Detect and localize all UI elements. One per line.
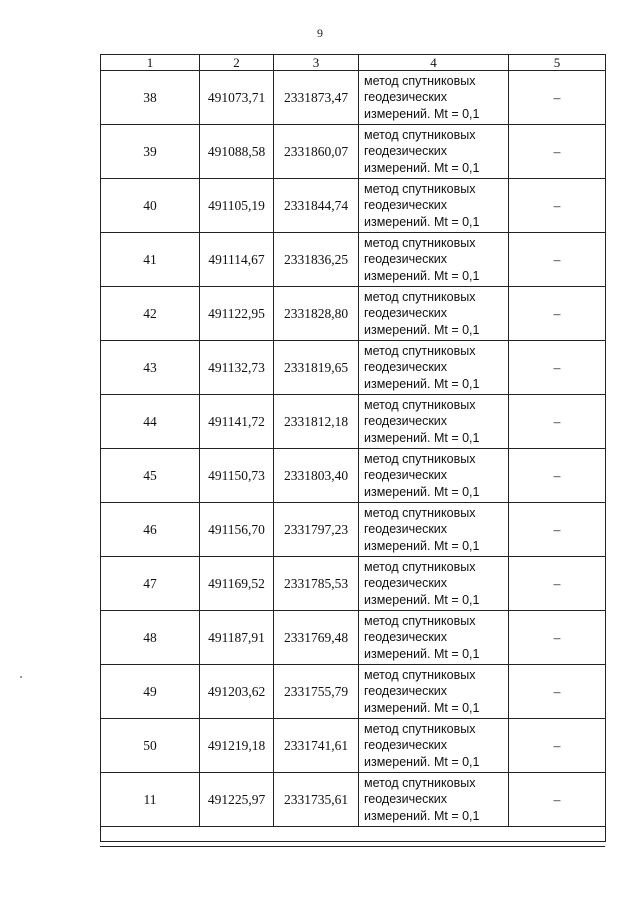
- method-text-line: геодезических: [364, 360, 448, 375]
- x-coordinate-cell: 491105,19: [200, 179, 274, 233]
- method-cell: [359, 395, 509, 449]
- page-number: 9: [317, 26, 323, 40]
- method-text-line: измерений. Mt = 0,1: [364, 538, 480, 553]
- note-cell: –: [509, 125, 606, 179]
- empty-cell: [101, 827, 200, 842]
- y-coordinate-cell: 2331797,23: [274, 503, 359, 557]
- method-cell: [359, 665, 509, 719]
- method-text-line: измерений. Mt = 0,1: [364, 754, 480, 769]
- method-text-line: геодезических: [364, 738, 448, 753]
- note-cell: –: [509, 341, 606, 395]
- method-text-line: измерений. Mt = 0,1: [364, 592, 480, 607]
- point-number-cell: 46: [101, 503, 200, 557]
- note-cell: –: [509, 71, 606, 125]
- y-coordinate-cell: 2331819,65: [274, 341, 359, 395]
- method-cell: [359, 71, 509, 125]
- y-coordinate-cell: 2331741,61: [274, 719, 359, 773]
- table-row: [101, 287, 606, 341]
- empty-row: [101, 827, 606, 842]
- point-number-cell: 40: [101, 179, 200, 233]
- y-coordinate-cell: 2331873,47: [274, 71, 359, 125]
- table-row: [101, 125, 606, 179]
- note-cell: –: [509, 719, 606, 773]
- point-number-cell: 41: [101, 233, 200, 287]
- point-number-cell: 43: [101, 341, 200, 395]
- method-text-line: измерений. Mt = 0,1: [364, 700, 480, 715]
- header-col-1: 1: [101, 55, 200, 71]
- method-text-line: метод спутниковых: [364, 505, 476, 520]
- table-row: [101, 341, 606, 395]
- method-text-line: метод спутниковых: [364, 559, 476, 574]
- method-cell: [359, 719, 509, 773]
- header-col-4: 4: [359, 55, 509, 71]
- method-cell: [359, 449, 509, 503]
- method-text-line: геодезических: [364, 684, 448, 699]
- y-coordinate-cell: 2331860,07: [274, 125, 359, 179]
- scan-speck: [20, 676, 22, 678]
- x-coordinate-cell: 491219,18: [200, 719, 274, 773]
- method-text-line: метод спутниковых: [364, 397, 476, 412]
- method-text-line: измерений. Mt = 0,1: [364, 808, 480, 823]
- x-coordinate-cell: 491088,58: [200, 125, 274, 179]
- method-text-line: геодезических: [364, 468, 448, 483]
- x-coordinate-cell: 491122,95: [200, 287, 274, 341]
- note-cell: –: [509, 665, 606, 719]
- table-row: [101, 395, 606, 449]
- method-text-line: измерений. Mt = 0,1: [364, 430, 480, 445]
- note-cell: –: [509, 503, 606, 557]
- y-coordinate-cell: 2331844,74: [274, 179, 359, 233]
- table-body: [101, 71, 606, 842]
- method-text-line: измерений. Mt = 0,1: [364, 376, 480, 391]
- note-cell: –: [509, 395, 606, 449]
- x-coordinate-cell: 491114,67: [200, 233, 274, 287]
- empty-cell: [509, 827, 606, 842]
- method-text-line: измерений. Mt = 0,1: [364, 106, 480, 121]
- method-text-line: измерений. Mt = 0,1: [364, 484, 480, 499]
- method-text-line: метод спутниковых: [364, 343, 476, 358]
- method-text-line: метод спутниковых: [364, 235, 476, 250]
- y-coordinate-cell: 2331803,40: [274, 449, 359, 503]
- table-row: [101, 611, 606, 665]
- table-row: [101, 71, 606, 125]
- point-number-cell: 47: [101, 557, 200, 611]
- point-number-cell: 45: [101, 449, 200, 503]
- method-text-line: геодезических: [364, 414, 448, 429]
- method-text-line: метод спутниковых: [364, 451, 476, 466]
- note-cell: –: [509, 233, 606, 287]
- point-number-cell: 44: [101, 395, 200, 449]
- y-coordinate-cell: 2331735,61: [274, 773, 359, 827]
- point-number-cell: 48: [101, 611, 200, 665]
- method-text-line: геодезических: [364, 252, 448, 267]
- header-col-3: 3: [274, 55, 359, 71]
- table-row: [101, 665, 606, 719]
- header-col-5: 5: [509, 55, 606, 71]
- empty-cell: [274, 827, 359, 842]
- x-coordinate-cell: 491225,97: [200, 773, 274, 827]
- method-text-line: метод спутниковых: [364, 775, 476, 790]
- table-row: [101, 773, 606, 827]
- y-coordinate-cell: 2331769,48: [274, 611, 359, 665]
- method-text-line: геодезических: [364, 306, 448, 321]
- note-cell: –: [509, 611, 606, 665]
- method-text-line: геодезических: [364, 522, 448, 537]
- method-text-line: измерений. Mt = 0,1: [364, 160, 480, 175]
- method-text-line: измерений. Mt = 0,1: [364, 322, 480, 337]
- method-cell: [359, 233, 509, 287]
- method-text-line: метод спутниковых: [364, 73, 476, 88]
- method-cell: [359, 287, 509, 341]
- x-coordinate-cell: 491156,70: [200, 503, 274, 557]
- method-cell: [359, 179, 509, 233]
- method-cell: [359, 773, 509, 827]
- x-coordinate-cell: 491132,73: [200, 341, 274, 395]
- method-text-line: геодезических: [364, 576, 448, 591]
- coordinates-table: [100, 54, 606, 842]
- method-text-line: измерений. Mt = 0,1: [364, 214, 480, 229]
- note-cell: –: [509, 449, 606, 503]
- method-cell: [359, 125, 509, 179]
- table-row: [101, 503, 606, 557]
- x-coordinate-cell: 491141,72: [200, 395, 274, 449]
- table-row: [101, 557, 606, 611]
- method-text-line: измерений. Mt = 0,1: [364, 268, 480, 283]
- empty-cell: [359, 827, 509, 842]
- method-text-line: метод спутниковых: [364, 667, 476, 682]
- method-text-line: геодезических: [364, 198, 448, 213]
- table-header-row: [101, 55, 606, 71]
- method-text-line: геодезических: [364, 144, 448, 159]
- y-coordinate-cell: 2331812,18: [274, 395, 359, 449]
- note-cell: –: [509, 557, 606, 611]
- table-row: [101, 233, 606, 287]
- method-text-line: геодезических: [364, 630, 448, 645]
- y-coordinate-cell: 2331785,53: [274, 557, 359, 611]
- point-number-cell: 50: [101, 719, 200, 773]
- table-row: [101, 179, 606, 233]
- method-text-line: метод спутниковых: [364, 721, 476, 736]
- y-coordinate-cell: 2331828,80: [274, 287, 359, 341]
- point-number-cell: 11: [101, 773, 200, 827]
- note-cell: –: [509, 179, 606, 233]
- x-coordinate-cell: 491169,52: [200, 557, 274, 611]
- empty-cell: [200, 827, 274, 842]
- x-coordinate-cell: 491073,71: [200, 71, 274, 125]
- method-text-line: геодезических: [364, 792, 448, 807]
- method-text-line: метод спутниковых: [364, 181, 476, 196]
- footer-rule: [100, 846, 605, 847]
- x-coordinate-cell: 491187,91: [200, 611, 274, 665]
- x-coordinate-cell: 491150,73: [200, 449, 274, 503]
- table-row: [101, 719, 606, 773]
- x-coordinate-cell: 491203,62: [200, 665, 274, 719]
- header-col-2: 2: [200, 55, 274, 71]
- table-row: [101, 449, 606, 503]
- note-cell: –: [509, 287, 606, 341]
- method-text-line: геодезических: [364, 90, 448, 105]
- point-number-cell: 49: [101, 665, 200, 719]
- method-text-line: метод спутниковых: [364, 289, 476, 304]
- note-cell: –: [509, 773, 606, 827]
- method-text-line: метод спутниковых: [364, 613, 476, 628]
- point-number-cell: 39: [101, 125, 200, 179]
- method-cell: [359, 341, 509, 395]
- point-number-cell: 38: [101, 71, 200, 125]
- method-text-line: измерений. Mt = 0,1: [364, 646, 480, 661]
- method-cell: [359, 557, 509, 611]
- method-text-line: метод спутниковых: [364, 127, 476, 142]
- method-cell: [359, 611, 509, 665]
- point-number-cell: 42: [101, 287, 200, 341]
- y-coordinate-cell: 2331755,79: [274, 665, 359, 719]
- y-coordinate-cell: 2331836,25: [274, 233, 359, 287]
- method-cell: [359, 503, 509, 557]
